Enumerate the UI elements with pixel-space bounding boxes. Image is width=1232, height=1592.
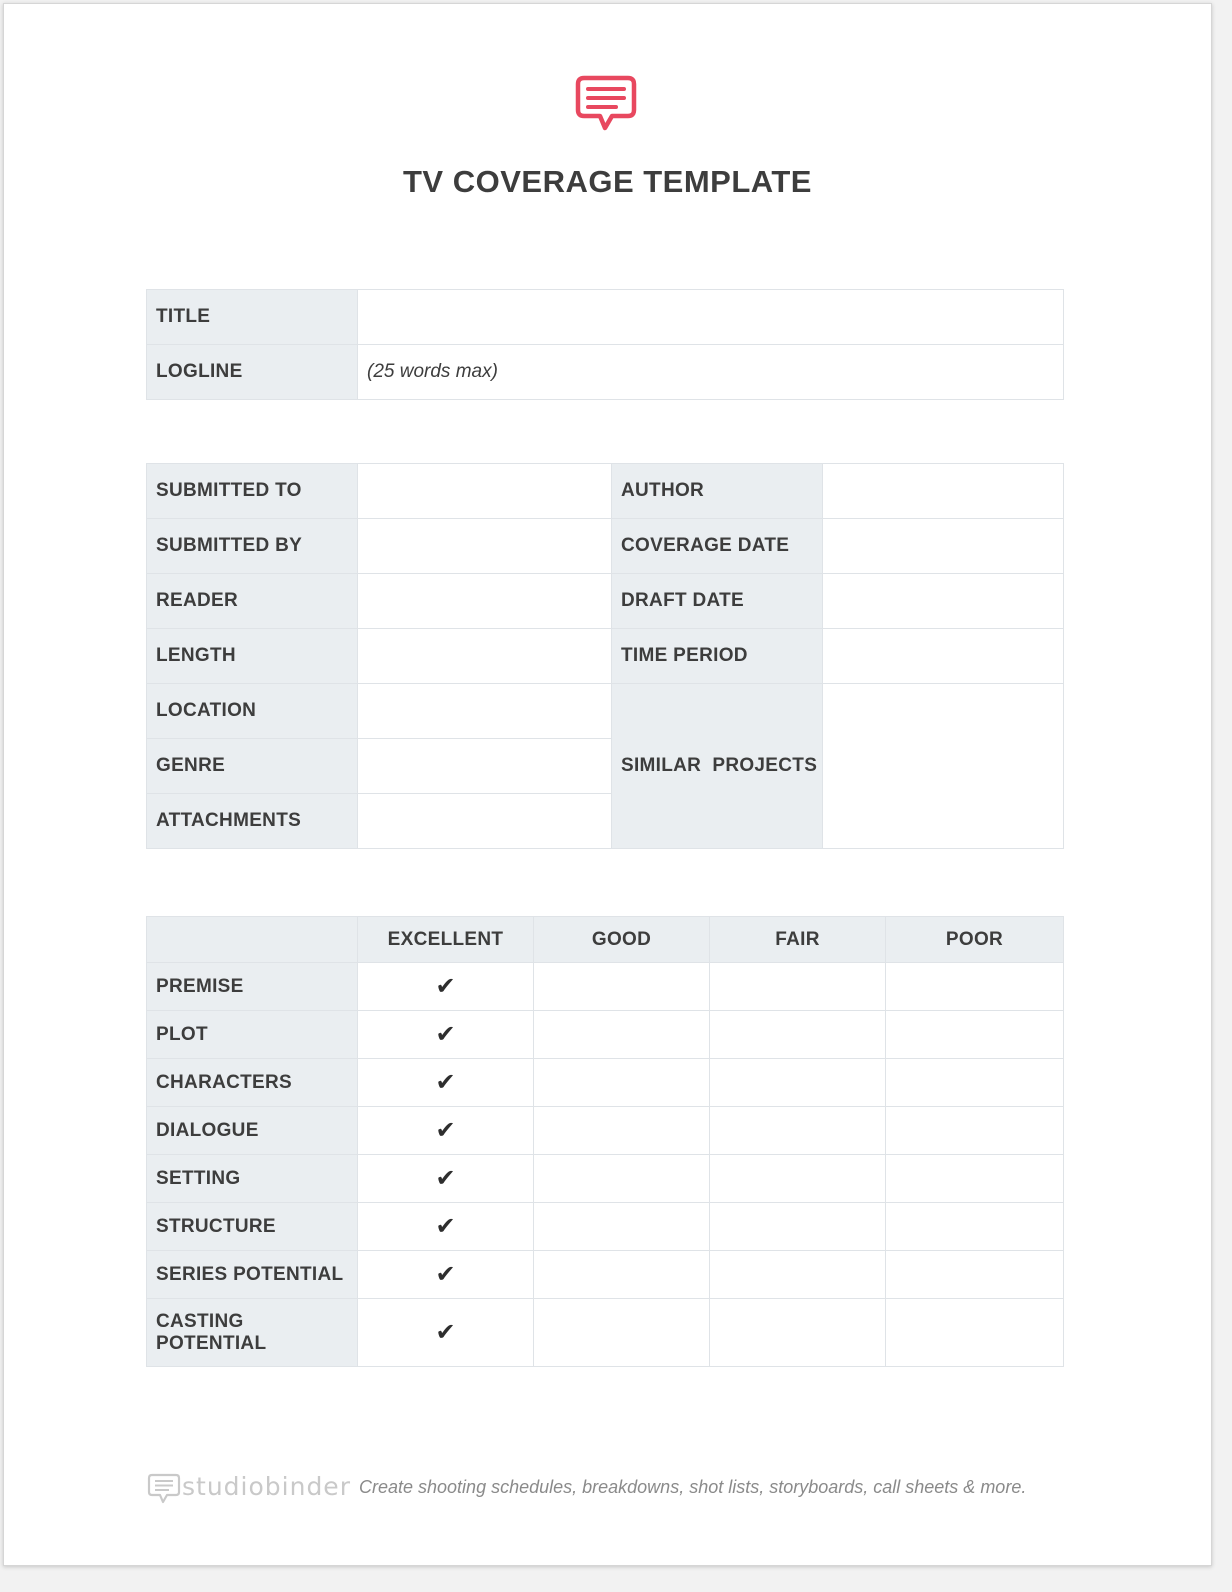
rating-label: SERIES POTENTIAL <box>147 1251 358 1299</box>
table-row <box>147 574 1064 629</box>
reader-field[interactable] <box>358 574 612 629</box>
rating-cell-fair[interactable] <box>710 1059 886 1107</box>
rating-label: SETTING <box>147 1155 358 1203</box>
title-field[interactable] <box>358 290 1064 345</box>
rating-cell-fair[interactable] <box>710 963 886 1011</box>
rating-row <box>147 1203 1064 1251</box>
rating-row <box>147 1011 1064 1059</box>
rating-cell-poor[interactable] <box>886 1203 1064 1251</box>
rating-cell-good[interactable] <box>534 1251 710 1299</box>
rating-label: PREMISE <box>147 963 358 1011</box>
footer-brand: studiobinder <box>182 1472 351 1501</box>
table-row <box>147 519 1064 574</box>
rating-cell-good[interactable] <box>534 1203 710 1251</box>
title-label: TITLE <box>147 290 358 345</box>
column-header: POOR <box>886 917 1064 963</box>
submitted-to-field[interactable] <box>358 464 612 519</box>
ratings-header-row <box>147 917 1064 963</box>
submitted-by-field[interactable] <box>358 519 612 574</box>
rating-cell-good[interactable] <box>534 1299 710 1367</box>
column-header <box>147 917 358 963</box>
summary-table <box>146 289 1064 400</box>
speech-bubble-icon <box>574 74 638 136</box>
rating-cell-excellent[interactable] <box>358 1203 534 1251</box>
rating-cell-excellent[interactable] <box>358 1251 534 1299</box>
detail-label: AUTHOR <box>612 464 823 519</box>
detail-label: LENGTH <box>147 629 358 684</box>
draft-date-field[interactable] <box>823 574 1064 629</box>
length-field[interactable] <box>358 629 612 684</box>
rating-row <box>147 1299 1064 1367</box>
check-mark-icon: ✔ <box>435 1069 456 1096</box>
check-mark-icon: ✔ <box>435 1261 456 1288</box>
detail-label: ATTACHMENTS <box>147 794 358 849</box>
page-title: TV COVERAGE TEMPLATE <box>402 164 812 199</box>
check-mark-icon: ✔ <box>435 1213 456 1240</box>
rating-label: STRUCTURE <box>147 1203 358 1251</box>
rating-cell-poor[interactable] <box>886 1059 1064 1107</box>
rating-label: CHARACTERS <box>147 1059 358 1107</box>
coverage-date-field[interactable] <box>823 519 1064 574</box>
check-mark-icon: ✔ <box>435 973 456 1000</box>
detail-label: SIMILAR PROJECTS <box>612 684 823 849</box>
rating-row <box>147 1251 1064 1299</box>
rating-cell-fair[interactable] <box>710 1251 886 1299</box>
rating-cell-poor[interactable] <box>886 1107 1064 1155</box>
rating-cell-poor[interactable] <box>886 1251 1064 1299</box>
rating-cell-poor[interactable] <box>886 1011 1064 1059</box>
rating-cell-fair[interactable] <box>710 1011 886 1059</box>
logline-field[interactable]: (25 words max) <box>358 345 1064 400</box>
rating-cell-excellent[interactable] <box>358 1299 534 1367</box>
rating-cell-fair[interactable] <box>710 1203 886 1251</box>
detail-label: COVERAGE DATE <box>612 519 823 574</box>
location-field[interactable] <box>358 684 612 739</box>
rating-cell-excellent[interactable] <box>358 1059 534 1107</box>
logline-label: LOGLINE <box>147 345 358 400</box>
detail-label: TIME PERIOD <box>612 629 823 684</box>
rating-label: DIALOGUE <box>147 1107 358 1155</box>
rating-cell-excellent[interactable] <box>358 1107 534 1155</box>
rating-cell-good[interactable] <box>534 963 710 1011</box>
rating-cell-good[interactable] <box>534 1011 710 1059</box>
rating-cell-good[interactable] <box>534 1107 710 1155</box>
studiobinder-logo-icon <box>146 1472 182 1504</box>
table-row <box>147 464 1064 519</box>
rating-cell-fair[interactable] <box>710 1299 886 1367</box>
rating-cell-poor[interactable] <box>886 1155 1064 1203</box>
time-period-field[interactable] <box>823 629 1064 684</box>
column-header: FAIR <box>710 917 886 963</box>
detail-label: GENRE <box>147 739 358 794</box>
genre-field[interactable] <box>358 739 612 794</box>
rating-row <box>147 1155 1064 1203</box>
document-page <box>3 3 1212 1566</box>
rating-cell-excellent[interactable] <box>358 963 534 1011</box>
rating-row <box>147 963 1064 1011</box>
footer-tagline: Create shooting schedules, breakdowns, shot lists, storyboards, call sheets & more. <box>359 1477 1027 1497</box>
similar-projects-field[interactable] <box>823 684 1064 849</box>
rating-row <box>147 1059 1064 1107</box>
rating-cell-poor[interactable] <box>886 1299 1064 1367</box>
check-mark-icon: ✔ <box>435 1117 456 1144</box>
attachments-field[interactable] <box>358 794 612 849</box>
detail-label: READER <box>147 574 358 629</box>
footer <box>146 1470 1106 1506</box>
rating-cell-poor[interactable] <box>886 963 1064 1011</box>
detail-label: SUBMITTED TO <box>147 464 358 519</box>
rating-row <box>147 1107 1064 1155</box>
detail-label: SUBMITTED BY <box>147 519 358 574</box>
details-table <box>146 463 1064 849</box>
table-row <box>147 629 1064 684</box>
column-header: GOOD <box>534 917 710 963</box>
check-mark-icon: ✔ <box>435 1319 456 1346</box>
table-row <box>147 684 1064 739</box>
rating-cell-good[interactable] <box>534 1059 710 1107</box>
rating-label: CASTING POTENTIAL <box>147 1299 358 1367</box>
rating-cell-good[interactable] <box>534 1155 710 1203</box>
table-row <box>147 345 1064 400</box>
table-row <box>147 290 1064 345</box>
ratings-table <box>146 916 1064 1367</box>
rating-label: PLOT <box>147 1011 358 1059</box>
rating-cell-fair[interactable] <box>710 1155 886 1203</box>
detail-label: LOCATION <box>147 684 358 739</box>
rating-cell-excellent[interactable] <box>358 1155 534 1203</box>
detail-label: DRAFT DATE <box>612 574 823 629</box>
rating-cell-fair[interactable] <box>710 1107 886 1155</box>
check-mark-icon: ✔ <box>435 1165 456 1192</box>
check-mark-icon: ✔ <box>435 1021 456 1048</box>
column-header: EXCELLENT <box>358 917 534 963</box>
author-field[interactable] <box>823 464 1064 519</box>
rating-cell-excellent[interactable] <box>358 1011 534 1059</box>
